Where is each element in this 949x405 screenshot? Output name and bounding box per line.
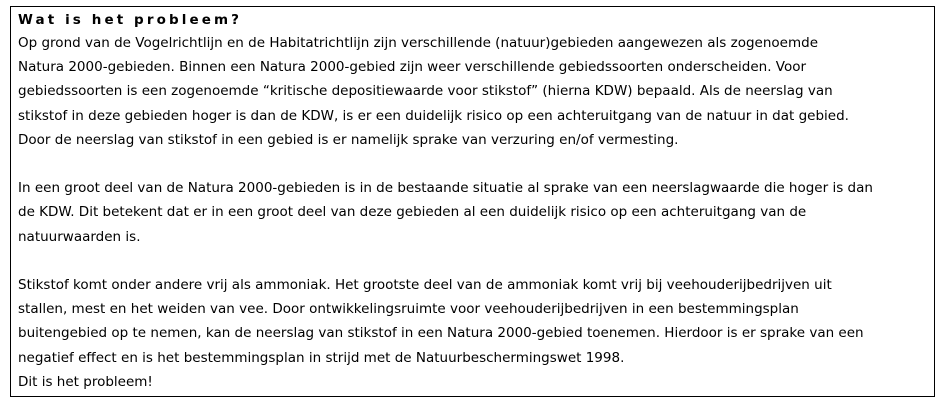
- paragraph-line: gebiedssoorten is een zogenoemde “kritische depositiewaarde voor stikstof” (hierna KDW) bepaald. Als de neerslag van: [18, 83, 833, 100]
- paragraph-line: de KDW. Dit betekent dat er in een groot deel van deze gebieden al een duidelijk risico op een achteruitgang van de: [18, 204, 807, 221]
- paragraph-1: [18, 31, 934, 152]
- paragraph-spacer: [18, 152, 934, 176]
- paragraph-line: Op grond van de Vogelrichtlijn en de Habitatrichtlijn zijn verschillende (natuur)gebieden aangewezen als zogenoemde: [18, 35, 818, 51]
- paragraph-line: Natura 2000-gebieden. Binnen een Natura 2000-gebied zijn weer verschillende gebiedssoorten onderscheiden. Voor: [18, 59, 807, 76]
- paragraph-spacer: [18, 249, 934, 273]
- paragraph-3: [18, 273, 934, 394]
- paragraph-line: stallen, mest en het weiden van vee. Door ontwikkelingsruimte voor veehouderijbedrijven in een bestemmingsplan: [18, 301, 799, 318]
- text-box: [10, 6, 935, 397]
- paragraph-line: Door de neerslag van stikstof in een gebied is er namelijk sprake van verzuring en/of vermesting.: [18, 131, 679, 148]
- paragraph-line: buitengebied op te nemen, kan de neerslag van stikstof in een Natura 2000-gebied toenemen. Hierdoor is er sprake van een: [18, 325, 864, 342]
- paragraph-2: [18, 176, 934, 249]
- paragraph-line: stikstof in deze gebieden hoger is dan de KDW, is er een duidelijk risico op een achteruitgang van de natuur in dat gebied.: [18, 107, 849, 124]
- paragraph-line: Dit is het probleem!: [18, 373, 153, 390]
- paragraph-line: In een groot deel van de Natura 2000-gebieden is in de bestaande situatie al sprake van een neerslagwaarde die hoger is dan: [18, 180, 873, 197]
- paragraph-line: natuurwaarden is.: [18, 228, 141, 245]
- paragraph-line: Stikstof komt onder andere vrij als ammoniak. Het grootste deel van de ammoniak komt vrij bij veehouderijbedrijven uit: [18, 277, 832, 293]
- section-heading: Wat is het probleem?: [18, 12, 243, 28]
- paragraph-line: negatief effect en is het bestemmingsplan in strijd met de Natuurbeschermingswet 1998.: [18, 349, 625, 366]
